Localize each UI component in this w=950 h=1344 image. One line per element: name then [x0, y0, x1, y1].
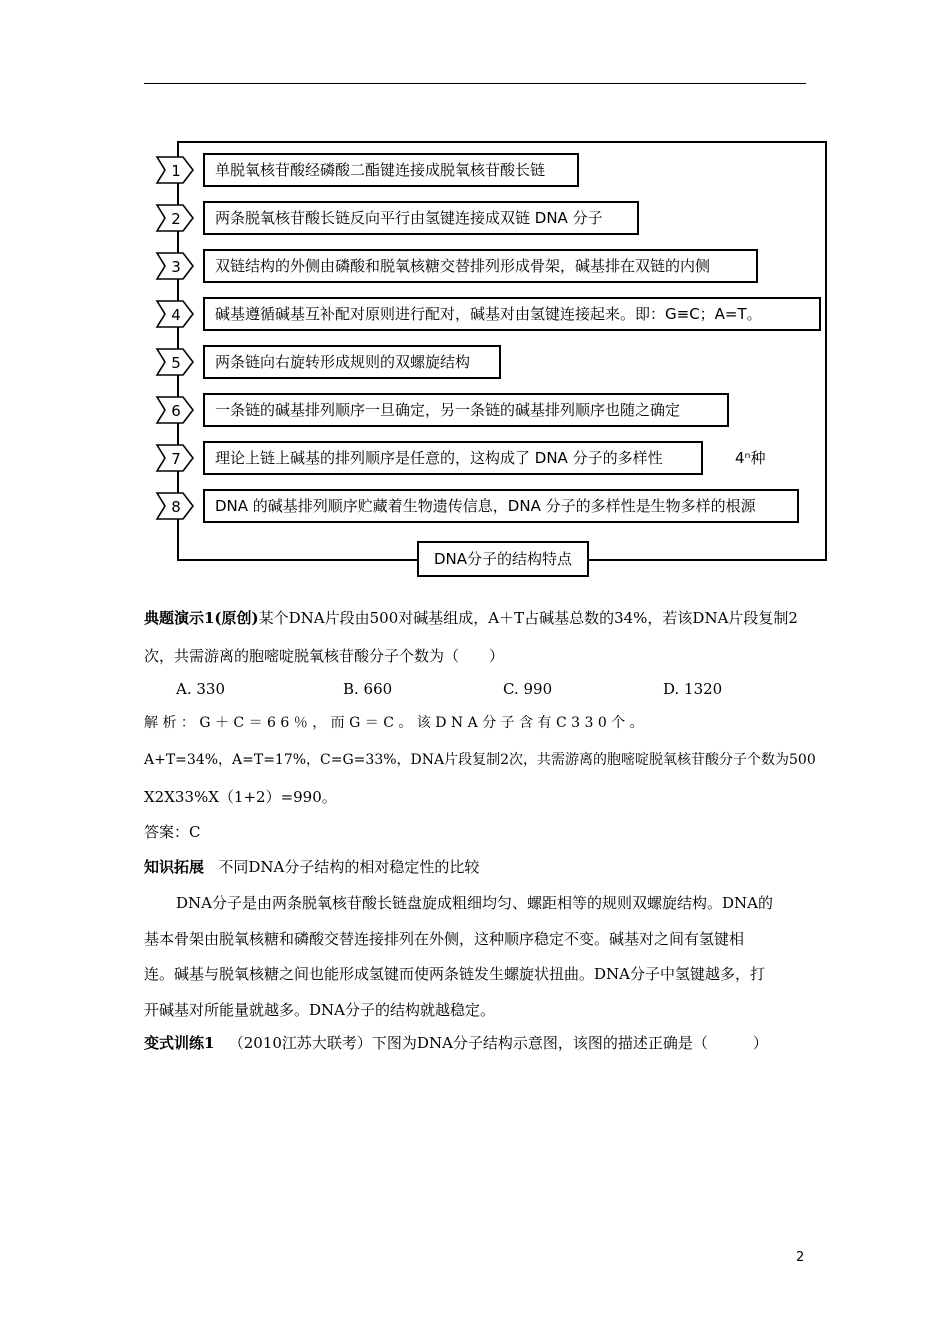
- step-text: 一条链的碱基排列顺序一旦确定，另一条链的碱基排列顺序也随之确定: [215, 401, 681, 419]
- step-3-box: [203, 249, 758, 283]
- exercise-label: 变式训练1: [144, 1034, 215, 1052]
- answer: 答案：C: [144, 823, 201, 841]
- step-5-box: [203, 345, 501, 379]
- header-rule: [144, 83, 806, 84]
- extension-title: 不同DNA分子结构的相对稳定性的比较: [218, 858, 480, 876]
- example-label: 典题演示1(原创): [144, 609, 259, 627]
- step-6-box: [203, 393, 729, 427]
- step-text: 双链结构的外侧由磷酸和脱氧核糖交替排列形成骨架，碱基排在双链的内侧: [215, 257, 711, 275]
- step-3-arrow-icon: [155, 251, 195, 281]
- extension-label: 知识拓展: [144, 858, 205, 876]
- step-2-box: [203, 201, 639, 235]
- extension-line-3: 连。碱基与脱氧核糖之间也能形成氢键而使两条链发生螺旋状扭曲。DNA分子中氢键越多，打: [144, 965, 765, 983]
- extension-heading: [144, 857, 479, 877]
- step-text: 单脱氧核苷酸经磷酸二酯键连接成脱氧核苷酸长链: [215, 161, 546, 179]
- exercise-text: （2010江苏大联考）下图为DNA分子结构示意图，该图的描述正确是（ ）: [228, 1034, 768, 1052]
- step-number: 8: [171, 498, 181, 516]
- example-line-1: [144, 608, 798, 628]
- side-note: 4ⁿ种: [735, 449, 766, 467]
- step-7-arrow-icon: [155, 443, 195, 473]
- step-text: 两条链向右旋转形成规则的双螺旋结构: [215, 353, 471, 371]
- step-4-box: [203, 297, 821, 331]
- diagram-title: DNA分子的结构特点: [417, 541, 589, 577]
- step-2-arrow-icon: [155, 203, 195, 233]
- step-8-box: [203, 489, 799, 523]
- exercise-line: [144, 1033, 768, 1053]
- step-4-arrow-icon: [155, 299, 195, 329]
- analysis-line-3: X2X33%X（1+2）=990。: [144, 788, 337, 806]
- option-c: C. 990: [503, 680, 553, 698]
- step-number: 3: [171, 258, 181, 276]
- extension-line-1: DNA分子是由两条脱氧核苷酸长链盘旋成粗细均匀、螺距相等的规则双螺旋结构。DNA的: [176, 894, 773, 912]
- example-question-2: 次，共需游离的胞嘧啶脱氧核苷酸分子个数为（ ）: [144, 647, 505, 665]
- step-text: 理论上链上碱基的排列顺序是任意的，这构成了 DNA 分子的多样性: [215, 449, 663, 467]
- step-text: 两条脱氧核苷酸长链反向平行由氢键连接成双链 DNA 分子: [215, 209, 603, 227]
- step-number: 5: [171, 354, 181, 372]
- step-1-box: [203, 153, 579, 187]
- step-1-arrow-icon: [155, 155, 195, 185]
- step-8-arrow-icon: [155, 491, 195, 521]
- extension-line-4: 开碱基对所能量就越多。DNA分子的结构就越稳定。: [144, 1001, 495, 1019]
- step-number: 1: [171, 162, 181, 180]
- analysis-line-2: A+T=34%，A=T=17%，C=G=33%，DNA片段复制2次，共需游离的胞嘧啶脱氧核苷酸分子个数为500: [144, 752, 816, 768]
- page-number: 2: [796, 1250, 805, 1265]
- option-a: A. 330: [176, 680, 225, 698]
- extension-line-2: 基本骨架由脱氧核糖和磷酸交替连接排列在外侧，这种顺序稳定不变。碱基对之间有氢键相: [144, 930, 745, 948]
- step-7-box: [203, 441, 703, 475]
- option-b: B. 660: [343, 680, 393, 698]
- option-d: D. 1320: [663, 680, 723, 698]
- example-question-1: 某个DNA片段由500对碱基组成，A＋T占碱基总数的34%，若该DNA片段复制2: [258, 609, 798, 627]
- step-number: 4: [171, 306, 181, 324]
- step-number: 6: [171, 402, 181, 420]
- step-text: 碱基遵循碱基互补配对原则进行配对，碱基对由氢键连接起来。即：G≡C；A=T。: [215, 305, 762, 323]
- dna-structure-diagram: [155, 141, 835, 578]
- step-5-arrow-icon: [155, 347, 195, 377]
- step-number: 2: [171, 210, 181, 228]
- step-6-arrow-icon: [155, 395, 195, 425]
- step-text: DNA 的碱基排列顺序贮藏着生物遗传信息，DNA 分子的多样性是生物多样的根源: [215, 497, 756, 515]
- analysis-line-1: 解 析 ： G ＋ C ＝ 6 6 ％ ， 而 G ＝ C 。 该 D N A 分 子 含 有 C 3 3 0 个 。: [144, 715, 644, 731]
- step-number: 7: [171, 450, 181, 468]
